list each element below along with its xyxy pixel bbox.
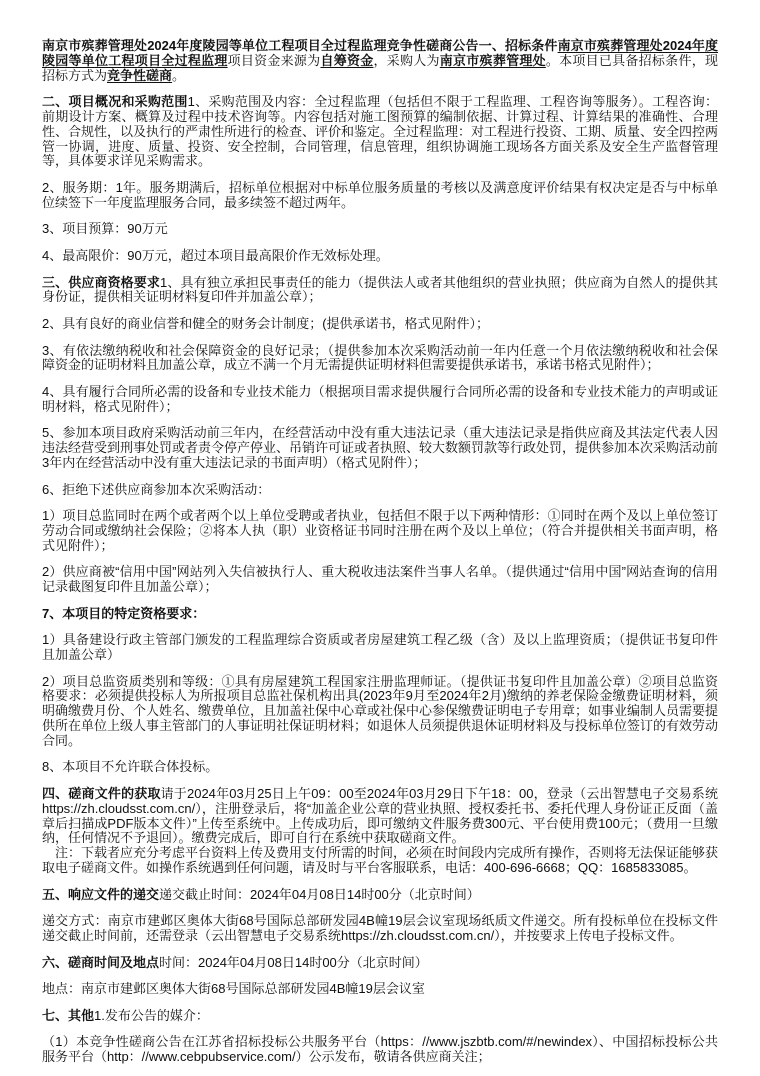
funding-label: 项目资金来源为 [227, 52, 321, 68]
qualifications-paragraph [42, 276, 718, 306]
specific-qualification-1: 1）具备建设行政主管部门颁发的工程监理综合资质或者房屋建筑工程乙级（含）及以上监理资质；（提供证书复印件且加盖公章） [42, 632, 718, 663]
specific-qualification-2: 2）项目总监资质类别和等级：①具有房屋建筑工程国家注册监理师证。（提供证书复印件且加盖公章）②项目总监资格要求：必须提供投标人为所报项目总监社保机构出具(2023年9月至2024年2月)缴纳的养老保险金缴费证明材料，须明确缴费月份、个人姓名、缴费单位，且加盖社保中心章或社保中心参保缴费证明电子专用章；如事业编制人员需要提供所在单位上级人事主管部门的人事证明社保证明材料；如退休人员须提供退休证明材料及与投标单位签订的有效劳动合同。 [42, 673, 719, 748]
qualifications-heading: 三、供应商资格要求 [42, 274, 161, 290]
submission-paragraph [42, 888, 718, 903]
exclusions-intro: 6、拒绝下述供应商参加本次采购活动： [42, 481, 271, 497]
consultation-paragraph [42, 956, 718, 971]
documents-note: 注：下载者应充分考虑平台资料上传及费用支付所需的时间，必须在时间段内完成所有操作，否则将无法保证能够获取电子磋商文件。如操作系统遇到任何问题，请及时与平台客服联系，电话：400-696-6668；QQ：1685833085。 [42, 845, 719, 876]
publication-media-1: （1）本竞争性磋商公告在江苏省招标投标公共服务平台（https：//www.jszbtb.com/#/newindex）、中国招标投标公共服务平台（http：//www.cebpubservice.com/）公示发布，敬请各供应商关注； [42, 1034, 718, 1065]
purchaser-name: 南京市殡葬管理处 [439, 52, 546, 68]
announcement-title: 南京市殡葬管理处2024年度陵园等单位工程项目全过程监理竞争性磋商公告一、招标条件 [42, 38, 558, 53]
submission-deadline: 递交截止时间：2024年04月08日14时00分（北京时间） [159, 886, 480, 902]
specific-qualifications-heading: 7、本项目的特定资格要求： [42, 605, 206, 621]
documents-heading: 四、磋商文件的获取 [42, 786, 161, 802]
no-consortium: 8、本项目不允许联合体投标。 [42, 759, 219, 775]
consultation-heading: 六、磋商时间及地点 [42, 954, 160, 970]
documents-section [42, 787, 718, 876]
consultation-location: 地点：南京市建邺区奥体大街68号国际总部研发园4B幢19层会议室 [42, 981, 425, 997]
consultation-time: 时间：2024年04月08日14时00分（北京时间） [159, 954, 428, 970]
purchaser-label: ，采购人为 [373, 52, 440, 68]
procurement-scope: 1、采购范围及内容：全过程监理（包括但不限于工程监理、工程咨询等服务）。工程咨询：前期设计方案、概算及过程中技术咨询等。内容包括对施工图预算的编制依据、计算过程、计算结果的准确性、合理性、合规性，以及执行的严肃性所进行的检查、评价和鉴定。全过程监理：对工程进行投资、工期、质量、安全四控两管一协调，进度、质量、投资、安全控制，合同管理，信息管理，组织协调施工现场各方面关系及安全生产监督管理等，具体要求详见采购需求。 [42, 94, 719, 169]
qualification-no-violations: 5、参加本项目政府采购活动前三年内，在经营活动中没有重大违法记录（重大违法记录是指供应商及其法定代表人因违法经营受到刑事处罚或者责令停产停业、吊销许可证或者执照、较大数额罚款等行政处罚，提供参加本次采购活动前3年内在经营活动中没有重大违法记录的书面声明）（格式见附件）； [42, 425, 719, 470]
method-label: 。本项目已具备招标条件，现招标方式为 [42, 52, 718, 83]
overview-heading: 二、项目概况和采购范围 [42, 94, 188, 110]
tender-conditions-paragraph [42, 39, 718, 83]
qualification-equipment: 4、具有履行合同所必需的设备和专业技术能力（根据项目需求提供履行合同所必需的设备和专业技术能力的声明或证明材料，格式见附件）； [42, 383, 718, 414]
media-label: 1.发布公告的媒介： [94, 1007, 209, 1023]
intro-end: 。 [172, 67, 186, 83]
qualification-civil-capacity: 1、具有独立承担民事责任的能力（提供法人或者其他组织的营业执照；供应商为自然人的提供其身份证，提供相关证明材料复印件并加盖公章）； [42, 274, 718, 305]
max-price: 4、最高限价：90万元，超过本项目最高限价作无效标处理。 [42, 247, 389, 263]
submission-heading: 五、响应文件的递交 [42, 886, 160, 902]
exclusion-item-1: 1）项目总监同时在两个或者两个以上单位受聘或者执业，包括但不限于以下两种情形：①同时在两个及以上单位签订劳动合同或缴纳社会保险；②将本人执（职）业资格证书同时注册在两个及以上单位；（符合并提供相关书面声明，格式见附件）； [42, 508, 718, 553]
other-paragraph [42, 1009, 718, 1024]
documents-paragraph [42, 787, 718, 846]
project-budget: 3、项目预算：90万元 [42, 221, 168, 237]
procurement-method: 竞争性磋商 [107, 67, 173, 83]
funding-source: 自筹资金 [320, 52, 374, 68]
project-scope-paragraph [42, 95, 718, 169]
exclusion-item-2: 2）供应商被“信用中国”网站列入失信被执行人、重大税收违法案件当事人名单。（提供通过“信用中国”网站查询的信用记录截图复印件且加盖公章）； [42, 564, 718, 595]
qualification-tax-record: 3、有依法缴纳税收和社会保障资金的良好记录；（提供参加本次采购活动前一年内任意一个月依法缴纳税收和社会保障资金的证明材料且加盖公章，成立不满一个月无需提供证明材料但需要提供承诺书，承诺书格式见附件）； [42, 342, 718, 373]
other-heading: 七、其他 [42, 1007, 95, 1023]
documents-body: 请于2024年03月25日上午09：00至2024年03月29日下午18：00，登录（云出智慧电子交易系统https://zh.cloudsst.com.cn/），注册登录后，将“加盖企业公章的营业执照、授权委托书、委托代理人身份证正反面（盖章后扫描成PDF版本文件）”上传至系统中。上传成功后，即可缴纳文件服务费300元、平台使用费100元；（费用一旦缴纳，任何情况不予退回）。缴费完成后，即可自行在系统中获取磋商文件。 [42, 786, 718, 846]
service-period: 2、服务期：1年。服务期满后，招标单位根据对中标单位服务质量的考核以及满意度评价结果有权决定是否与中标单位续签下一年度监理服务合同，最多续签不超过两年。 [42, 179, 718, 210]
submission-method: 递交方式：南京市建邺区奥体大街68号国际总部研发园4B幢19层会议室现场纸质文件递交。所有投标单位在投标文件递交截止时间前，还需登录（云出智慧电子交易系统https://zh.cloudsst.com.cn/），并按要求上传电子投标文件。 [42, 913, 718, 943]
project-name: 南京市殡葬管理处2024年度陵园等单位工程项目全过程监理 [42, 38, 719, 68]
qualification-credit: 2、具有良好的商业信誉和健全的财务会计制度；(提供承诺书，格式见附件）； [42, 315, 490, 331]
